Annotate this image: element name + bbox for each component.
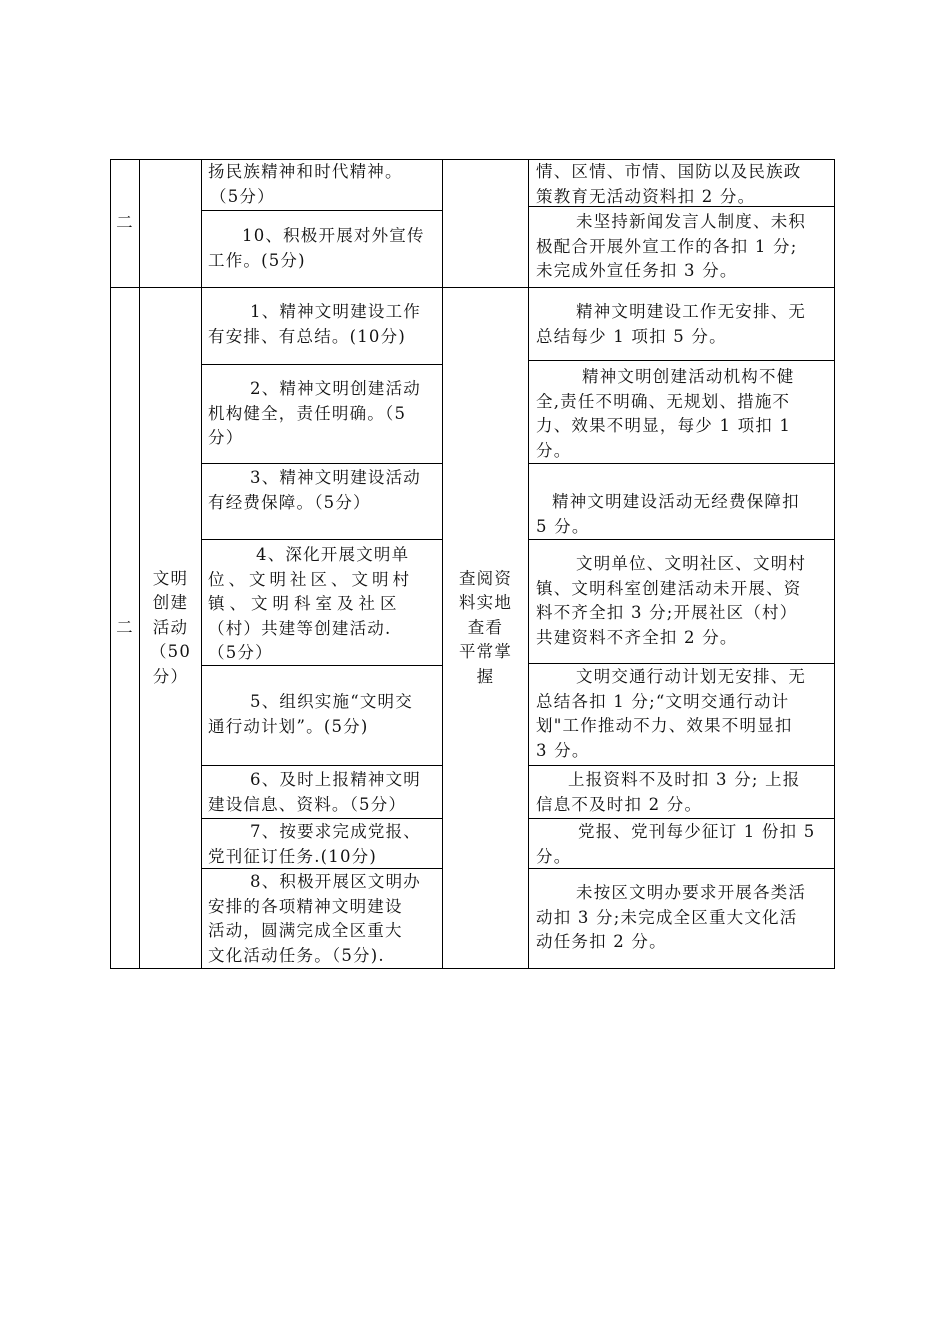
deduction-cell bbox=[536, 490, 832, 539]
method-cell bbox=[443, 288, 528, 968]
criteria-cell bbox=[208, 820, 440, 868]
criteria-line: 文化活动任务。（5分). bbox=[208, 945, 385, 965]
criteria-line: 镇、文明科室及社区 bbox=[208, 594, 402, 613]
criteria-line: 通行动计划”。(5分) bbox=[208, 716, 369, 736]
criteria-cell bbox=[208, 870, 440, 968]
deduction-line: 精神文明建设活动无经费保障扣 bbox=[552, 492, 800, 511]
method-line: 料实地 bbox=[458, 593, 513, 613]
category-line: 文明 bbox=[152, 568, 189, 588]
criteria-line: 活动，圆满完成全区重大 bbox=[208, 921, 403, 940]
criteria-line: 党刊征订任务.(10分) bbox=[208, 846, 378, 866]
deduction-cell bbox=[536, 552, 832, 663]
deduction-cell bbox=[536, 881, 832, 968]
deduction-cell bbox=[536, 365, 832, 463]
method-line: 握 bbox=[476, 666, 495, 686]
item-row-divider bbox=[201, 463, 443, 464]
criteria-line: 3、精神文明建设活动 bbox=[250, 468, 421, 487]
column-divider-4 bbox=[528, 159, 529, 969]
deduction-line: 未完成外宣任务扣 3 分。 bbox=[536, 261, 738, 280]
criteria-line: 有安排、有总结。(10分) bbox=[208, 326, 406, 346]
deduction-line: 镇、文明科室创建活动未开展、资 bbox=[536, 578, 802, 598]
method-text bbox=[459, 567, 512, 690]
deduction-line: 分。 bbox=[536, 440, 572, 460]
deduction-line: 未按区文明办要求开展各类活 bbox=[576, 883, 807, 902]
deduction-row-divider bbox=[528, 539, 835, 540]
criteria-cell bbox=[208, 160, 440, 210]
deduction-line: 动任务扣 2 分。 bbox=[536, 932, 667, 951]
criteria-cell bbox=[208, 543, 440, 665]
criteria-line: 扬民族精神和时代精神。 bbox=[208, 162, 403, 181]
item-row-divider bbox=[201, 818, 443, 819]
criteria-line: 建设信息、资料。（5分） bbox=[208, 794, 407, 814]
section-number-text: 二 bbox=[116, 213, 134, 233]
item-row-divider bbox=[201, 210, 443, 211]
criteria-line: （村）共建等创建活动. bbox=[208, 618, 392, 638]
deduction-line: 力、效果不明显，每少 1 项扣 1 bbox=[536, 416, 792, 435]
criteria-line: 机构健全，责任明确。（5 bbox=[208, 403, 407, 423]
deduction-row-divider bbox=[528, 663, 835, 664]
table-border-right bbox=[834, 159, 835, 969]
deduction-row-divider bbox=[528, 868, 835, 869]
deduction-line: 动扣 3 分;未完成全区重大文化活 bbox=[536, 907, 798, 927]
table-border-bottom bbox=[110, 968, 835, 969]
deduction-line: 总结每少 1 项扣 5 分。 bbox=[536, 326, 727, 346]
criteria-line: （5分） bbox=[208, 643, 273, 662]
deduction-line: 精神文明建设工作无安排、无 bbox=[576, 302, 807, 321]
criteria-line: 4、深化开展文明单 bbox=[256, 545, 410, 564]
deduction-cell bbox=[536, 300, 832, 360]
deduction-line: 全,责任不明确、无规划、措施不 bbox=[536, 391, 791, 411]
deduction-row-divider bbox=[528, 206, 835, 207]
item-row-divider bbox=[201, 765, 443, 766]
category-line: （50 bbox=[149, 642, 192, 662]
deduction-line: 划"工作推动不力、效果不明显扣 bbox=[536, 716, 793, 735]
deduction-row-divider bbox=[528, 818, 835, 819]
column-divider-2 bbox=[201, 159, 202, 969]
method-line: 平常掌 bbox=[458, 642, 513, 662]
criteria-cell bbox=[208, 466, 440, 538]
criteria-cell bbox=[208, 224, 440, 284]
criteria-line: 10、积极开展对外宣传 bbox=[242, 226, 425, 245]
criteria-cell bbox=[208, 768, 440, 818]
criteria-cell bbox=[208, 300, 440, 364]
criteria-line: 工作。(5分) bbox=[208, 250, 306, 270]
criteria-line: 分） bbox=[208, 428, 244, 447]
criteria-line: 8、积极开展区文明办 bbox=[250, 872, 421, 891]
deduction-row-divider bbox=[528, 765, 835, 766]
deduction-line: 情、区情、市情、国防以及民族政 bbox=[536, 162, 802, 181]
deduction-cell bbox=[536, 820, 832, 868]
criteria-line: 5、组织实施“文明交 bbox=[250, 692, 413, 711]
item-row-divider bbox=[201, 868, 443, 869]
criteria-line: （5分） bbox=[210, 186, 275, 206]
criteria-line: 安排的各项精神文明建设 bbox=[208, 896, 403, 916]
deduction-line: 共建资料不齐全扣 2 分。 bbox=[536, 627, 738, 647]
deduction-row-divider bbox=[528, 463, 835, 464]
section-number bbox=[111, 160, 139, 287]
deduction-line: 料不齐全扣 3 分;开展社区（村） bbox=[536, 603, 798, 622]
criteria-line: 有经费保障。（5分） bbox=[208, 492, 371, 512]
category-line: 分） bbox=[152, 666, 189, 686]
deduction-line: 文明单位、文明社区、文明村 bbox=[576, 554, 807, 573]
deduction-line: 5 分。 bbox=[536, 516, 590, 536]
category-line: 活动 bbox=[152, 617, 189, 637]
deduction-line: 策教育无活动资料扣 2 分。 bbox=[536, 186, 756, 206]
deduction-line: 3 分。 bbox=[536, 740, 590, 760]
category-line: 创建 bbox=[152, 593, 189, 613]
method-line: 查看 bbox=[467, 617, 504, 637]
criteria-line: 2、精神文明创建活动 bbox=[250, 379, 421, 398]
deduction-line: 总结各扣 1 分;“文明交通行动计 bbox=[536, 691, 790, 711]
deduction-line: 文明交通行动计划无安排、无 bbox=[576, 667, 807, 686]
deduction-line: 精神文明创建活动机构不健 bbox=[582, 367, 795, 386]
section-number bbox=[111, 288, 139, 968]
deduction-row-divider bbox=[528, 360, 835, 361]
criteria-cell bbox=[208, 377, 440, 463]
deduction-line: 上报资料不及时扣 3 分; 上报 bbox=[568, 770, 801, 789]
deduction-line: 分。 bbox=[536, 846, 572, 866]
criteria-line: 位、文明社区、文明村 bbox=[208, 569, 413, 589]
criteria-cell bbox=[208, 690, 440, 765]
criteria-line: 6、及时上报精神文明 bbox=[250, 770, 421, 789]
category-text bbox=[150, 567, 191, 690]
item-row-divider bbox=[201, 665, 443, 666]
deduction-cell bbox=[536, 665, 832, 765]
deduction-line: 未坚持新闻发言人制度、未积 bbox=[576, 212, 807, 231]
criteria-line: 7、按要求完成党报、 bbox=[250, 822, 421, 841]
deduction-cell bbox=[536, 210, 832, 287]
item-row-divider bbox=[201, 364, 443, 365]
section-number-text: 二 bbox=[116, 617, 134, 637]
deduction-line: 党报、党刊每少征订 1 份扣 5 bbox=[578, 822, 816, 841]
deduction-line: 信息不及时扣 2 分。 bbox=[536, 794, 703, 814]
deduction-cell bbox=[536, 768, 832, 818]
deduction-cell bbox=[536, 160, 832, 206]
criteria-line: 1、精神文明建设工作 bbox=[250, 302, 421, 321]
method-line: 查阅资 bbox=[458, 568, 513, 588]
deduction-line: 极配合开展外宣工作的各扣 1 分; bbox=[536, 236, 798, 256]
item-row-divider bbox=[201, 539, 443, 540]
category-cell bbox=[140, 288, 201, 968]
